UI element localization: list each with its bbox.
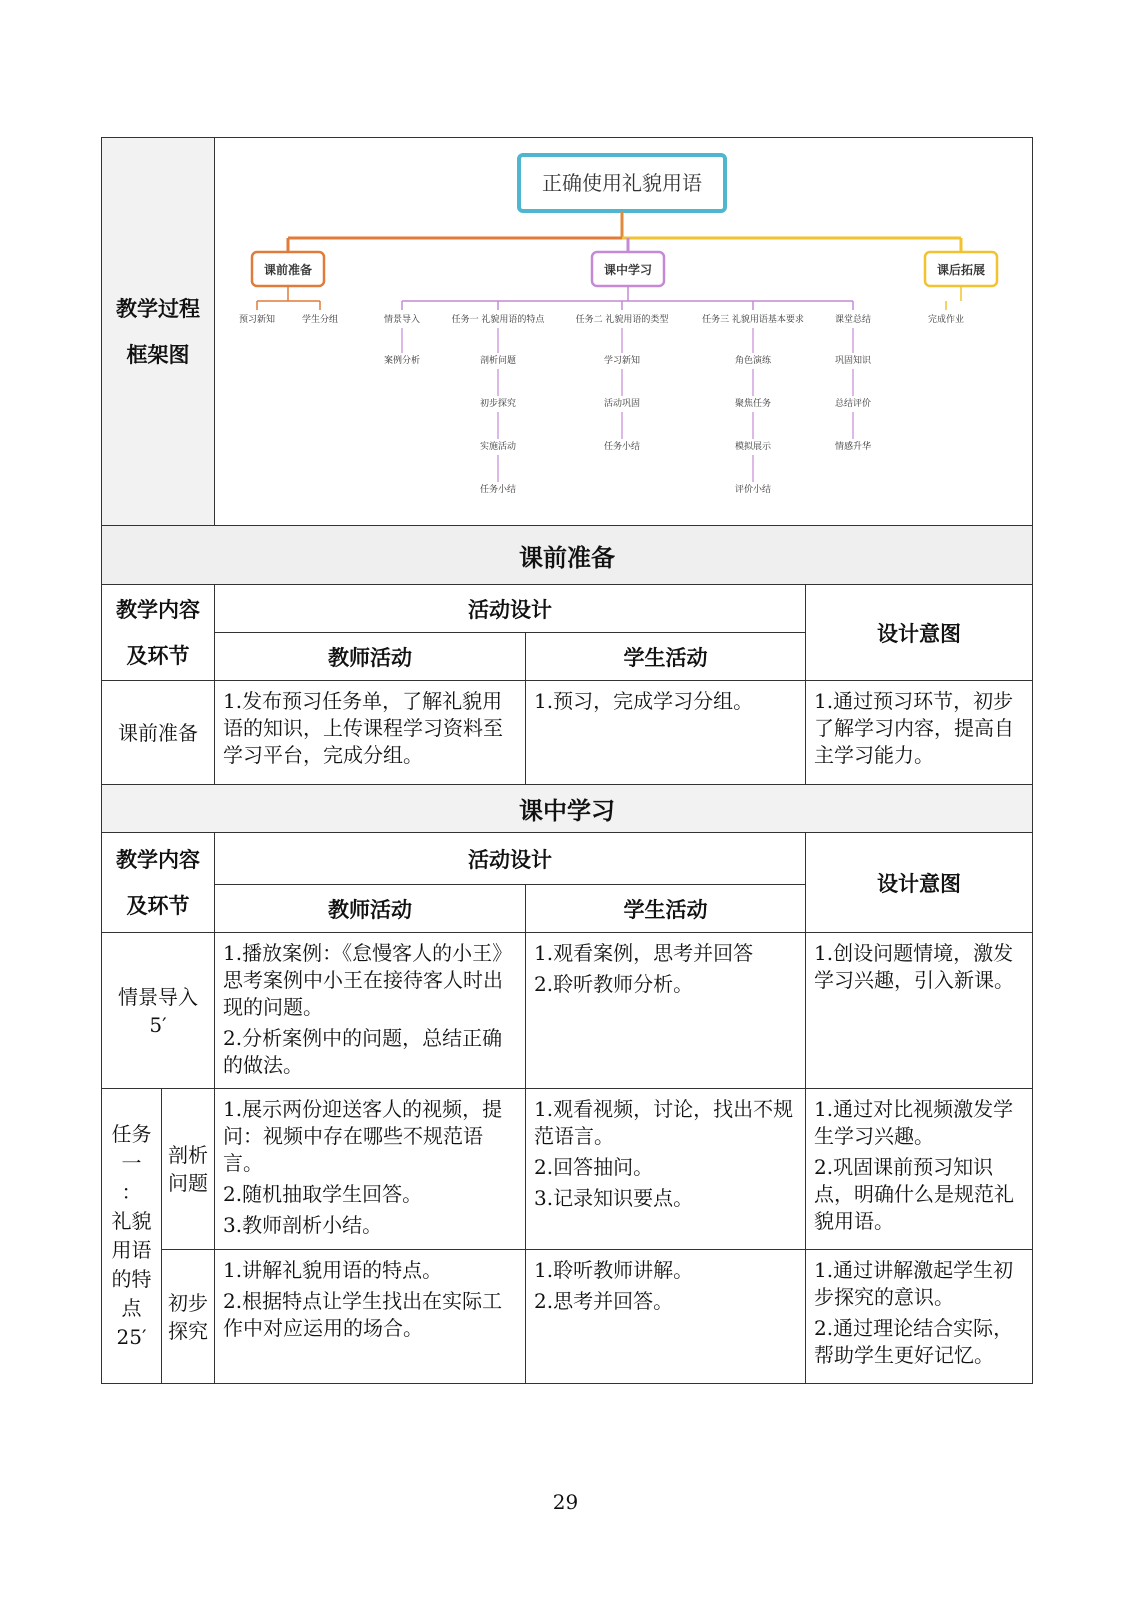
stage-pre-class: 课前准备 bbox=[102, 681, 215, 785]
leaf-node-label: 任务小结 bbox=[603, 442, 641, 452]
stage-scenario-intro: 情景导入 5′ bbox=[102, 933, 215, 1089]
section-title-in-class: 课中学习 bbox=[102, 785, 1033, 833]
teacher-activity-cell: 1.讲解礼貌用语的特点。 2.根据特点让学生找出在实际工作中对应运用的场合。 bbox=[215, 1250, 526, 1384]
leaf-node-label: 剖析问题 bbox=[479, 356, 517, 366]
child-node-label: 任务三 礼貌用语基本要求 bbox=[702, 315, 804, 325]
branch-node-label: 课后拓展 bbox=[936, 263, 986, 277]
leaf-node-label: 总结评价 bbox=[834, 399, 872, 409]
leaf-node-label: 评价小结 bbox=[734, 485, 772, 495]
leaf-node-label: 活动巩固 bbox=[603, 399, 641, 409]
header-content-stage: 教学内容 及环节 bbox=[102, 833, 215, 933]
substage-analyze-problem: 剖析 问题 bbox=[162, 1089, 215, 1250]
root-node-label: 正确使用礼貌用语 bbox=[542, 171, 702, 195]
branch-node-label: 课中学习 bbox=[603, 263, 653, 277]
child-node-label: 任务二 礼貌用语的类型 bbox=[575, 315, 669, 325]
leaf-node-label: 模拟展示 bbox=[734, 442, 772, 452]
child-node-label: 课堂总结 bbox=[834, 315, 872, 325]
student-activity-cell: 1.预习，完成学习分组。 bbox=[526, 681, 806, 785]
header-activity-design: 活动设计 bbox=[215, 833, 806, 885]
teacher-activity-cell: 1.播放案例：《怠慢客人的小王》思考案例中小王在接待客人时出现的问题。 2.分析案例中的问题，总结正确的做法。 bbox=[215, 933, 526, 1089]
leaf-node-label: 初步探究 bbox=[479, 399, 517, 409]
teacher-activity-cell: 1.展示两份迎送客人的视频，提问：视频中存在哪些不规范语言。 2.随机抽取学生回答。 3.教师剖析小结。 bbox=[215, 1089, 526, 1250]
student-activity-cell: 1.聆听教师讲解。 2.思考并回答。 bbox=[526, 1250, 806, 1384]
design-intent-cell: 1.通过对比视频激发学生学习兴趣。 2.巩固课前预习知识点，明确什么是规范礼貌用语。 bbox=[806, 1089, 1033, 1250]
design-intent-cell: 1.通过预习环节，初步了解学习内容，提高自主学习能力。 bbox=[806, 681, 1033, 785]
leaf-node-label: 聚焦任务 bbox=[734, 399, 772, 409]
section-title-pre-class: 课前准备 bbox=[102, 526, 1033, 585]
child-node-label: 学生分组 bbox=[301, 315, 339, 325]
header-teacher-activity: 教师活动 bbox=[215, 633, 526, 681]
header-design-intent: 设计意图 bbox=[806, 833, 1033, 933]
header-teacher-activity: 教师活动 bbox=[215, 885, 526, 933]
leaf-node-label: 情感升华 bbox=[834, 442, 872, 452]
substage-initial-exploration: 初步 探究 bbox=[162, 1250, 215, 1384]
student-activity-cell: 1.观看视频，讨论，找出不规范语言。 2.回答抽问。 3.记录知识要点。 bbox=[526, 1089, 806, 1250]
header-activity-design: 活动设计 bbox=[215, 585, 806, 633]
leaf-node-label: 巩固知识 bbox=[834, 356, 872, 366]
branch-node-label: 课前准备 bbox=[263, 263, 313, 277]
student-activity-cell: 1.观看案例，思考并回答 2.聆听教师分析。 bbox=[526, 933, 806, 1089]
mindmap bbox=[215, 138, 1030, 522]
mindmap-diagram bbox=[215, 138, 1030, 522]
leaf-node-label: 学习新知 bbox=[603, 356, 641, 366]
design-intent-cell: 1.通过讲解激起学生初步探究的意识。 2.通过理论结合实际，帮助学生更好记忆。 bbox=[806, 1250, 1033, 1384]
header-student-activity: 学生活动 bbox=[526, 633, 806, 681]
header-content-stage: 教学内容 及环节 bbox=[102, 585, 215, 681]
teacher-activity-cell: 1.发布预习任务单，了解礼貌用语的知识，上传课程学习资料至学习平台，完成分组。 bbox=[215, 681, 526, 785]
child-node-label: 情景导入 bbox=[383, 315, 421, 325]
lesson-plan-table bbox=[101, 137, 1033, 1384]
child-node-label: 任务一 礼貌用语的特点 bbox=[451, 315, 545, 325]
page-number: 29 bbox=[552, 1490, 579, 1514]
header-student-activity: 学生活动 bbox=[526, 885, 806, 933]
framework-cell bbox=[215, 138, 1033, 526]
leaf-node-label: 实施活动 bbox=[479, 442, 517, 452]
header-design-intent: 设计意图 bbox=[806, 585, 1033, 681]
leaf-node-label: 角色演练 bbox=[734, 356, 772, 366]
child-node-label: 完成作业 bbox=[927, 315, 965, 325]
design-intent-cell: 1.创设问题情境，激发学习兴趣，引入新课。 bbox=[806, 933, 1033, 1089]
leaf-node-label: 任务小结 bbox=[479, 485, 517, 495]
framework-label: 教学过程 框架图 bbox=[102, 138, 215, 526]
child-node-label: 预习新知 bbox=[238, 315, 276, 325]
stage-task-one: 任务 一 ： 礼貌 用语 的特 点 25′ bbox=[102, 1089, 162, 1384]
leaf-node-label: 案例分析 bbox=[383, 356, 421, 366]
